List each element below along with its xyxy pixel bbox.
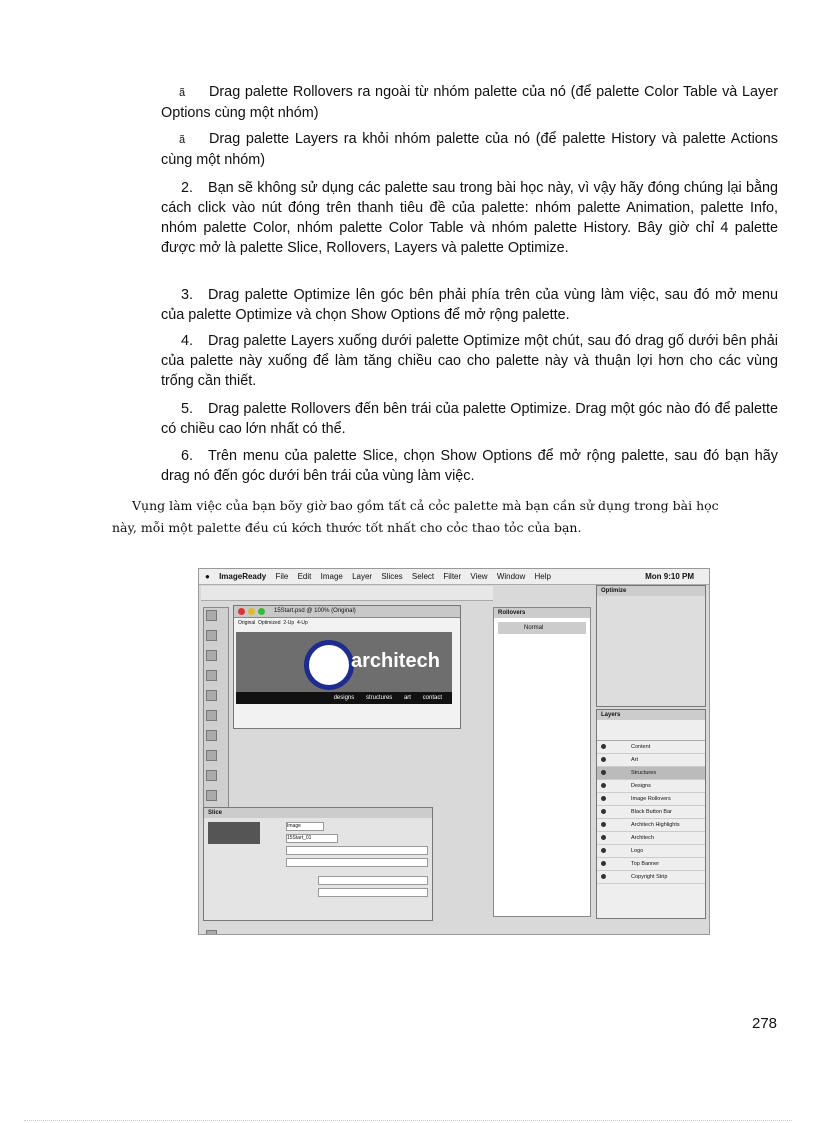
menu-item: Slices — [381, 572, 403, 581]
optimize-palette — [596, 585, 706, 707]
menu-item: Image — [320, 572, 343, 581]
bullet-text: Drag palette Layers ra khỏi nhóm palette của nó (để palette History và palette Actions cùng một nhóm) — [161, 131, 778, 168]
layer-row: Art — [597, 754, 705, 767]
step-number: 5. — [181, 401, 194, 417]
step-number: 2. — [181, 180, 194, 196]
step-text: Drag palette Rollovers đến bên trái của palette Optimize. Drag một góc nào đó để palette có chiều cao lớn nhất có thể. — [161, 401, 778, 437]
slice-palette — [203, 807, 433, 921]
menu-item: Edit — [297, 572, 312, 581]
minimize-icon — [248, 608, 255, 615]
bullet-paragraph — [161, 129, 778, 170]
step-paragraph — [161, 178, 778, 258]
menu-item: Layer — [352, 572, 373, 581]
step-text: Drag palette Layers xuống dưới palette Optimize một chút, sau đó drag gố dưới bên phải của palette này xuống để làm tăng chiều cao cho palette này và thuận lợi hơn cho các vùng trống cần thiết. — [161, 333, 778, 389]
app-menubar — [199, 569, 709, 585]
rollover-state: Normal — [498, 622, 586, 634]
menu-item: Window — [496, 572, 526, 581]
optimize-title: Optimize — [597, 586, 705, 596]
rollovers-palette — [493, 607, 591, 917]
step-number: 3. — [181, 287, 194, 303]
layer-row: Image Rollovers — [597, 793, 705, 806]
layer-row: Black Button Bar — [597, 806, 705, 819]
options-bar — [201, 586, 493, 601]
bullet-text: Drag palette Rollovers ra ngoài từ nhóm palette của nó (để palette Color Table và Layer Options cùng một nhóm) — [161, 84, 778, 121]
layer-row: Top Banner — [597, 858, 705, 871]
page-number: 278 — [752, 1015, 778, 1032]
step-number: 6. — [181, 448, 194, 464]
step-paragraph — [161, 331, 778, 391]
layer-row: Content — [597, 741, 705, 754]
slice-url — [286, 846, 428, 855]
document-tabs: Original Optimized 2-Up 4-Up — [238, 620, 308, 626]
step-number: 4. — [181, 333, 194, 349]
bullet-marker: ã — [179, 134, 186, 146]
footer-rule — [24, 1120, 792, 1121]
step-paragraph — [161, 446, 778, 486]
step-text: Bạn sẽ không sử dụng các palette sau trong bài học này, vì vậy hãy đóng chúng lại bằng cách click vào nút đóng trên thanh tiêu đề của palette: nhóm palette Animation, palette Info, nhóm palette Color, nhóm palette Color Table và nhóm palette History. Bây giờ chỉ 4 palette được mở là palette Slice, Rollovers, Layers và palette Optimize. — [161, 180, 778, 256]
layers-title: Layers — [597, 710, 705, 720]
menu-item: Select — [411, 572, 435, 581]
menu-item: File — [275, 572, 289, 581]
step-text: Drag palette Optimize lên góc bên phải phía trên của vùng làm việc, sau đó mở menu của palette Optimize và chọn Show Options để mở rộng palette. — [161, 287, 778, 323]
slice-target — [286, 858, 428, 867]
zoom-icon — [258, 608, 265, 615]
slice-message — [318, 876, 428, 885]
layer-row: Architech — [597, 832, 705, 845]
workspace-screenshot — [198, 568, 710, 935]
menu-item: Filter — [443, 572, 462, 581]
layer-row: Architech Highlights — [597, 819, 705, 832]
layer-row: Designs — [597, 780, 705, 793]
rollovers-title: Rollovers — [494, 608, 590, 618]
step-paragraph — [161, 285, 778, 325]
layer-row: Logo — [597, 845, 705, 858]
menu-item: Help — [534, 572, 551, 581]
menu-item: ImageReady — [219, 572, 267, 581]
summary-line: Vụng làm việc của bạn bõy giờ bao gồm tất cả cỏc palette mà bạn cần sử dụng trong bài học — [132, 498, 719, 513]
layers-palette — [596, 709, 706, 919]
document-title: 15Start.psd @ 100% (Original) — [234, 606, 460, 618]
step-text: Trên menu của palette Slice, chọn Show Options để mở rộng palette, sau đó bạn hãy drag nó đến góc dưới bên trái của vùng làm việc. — [161, 448, 778, 484]
apple-icon: ● — [205, 572, 210, 581]
menu-item: View — [470, 572, 488, 581]
slice-alt — [318, 888, 428, 897]
close-icon — [238, 608, 245, 615]
layer-row: Copyright Strip — [597, 871, 705, 884]
document-window — [233, 605, 461, 729]
toolbox — [203, 607, 229, 829]
step-paragraph — [161, 399, 778, 439]
artwork-preview — [236, 632, 452, 704]
logo-word: architech — [351, 650, 440, 672]
bullet-paragraph — [161, 82, 778, 123]
layer-row: Structures — [597, 767, 705, 780]
menubar-clock: Mon 9:10 PM — [645, 572, 694, 581]
bullet-marker: ã — [179, 87, 186, 99]
slice-title: Slice — [204, 808, 432, 818]
slice-name: 15Start_01 — [286, 834, 338, 843]
slice-type: Image — [286, 822, 324, 831]
summary-line: này, mỗi một palette đều cú kớch thước tốt nhất cho cỏc thao tỏc của bạn. — [112, 520, 582, 535]
artwork-nav: designs structures art contact — [236, 692, 452, 704]
logo-circle — [304, 640, 354, 690]
